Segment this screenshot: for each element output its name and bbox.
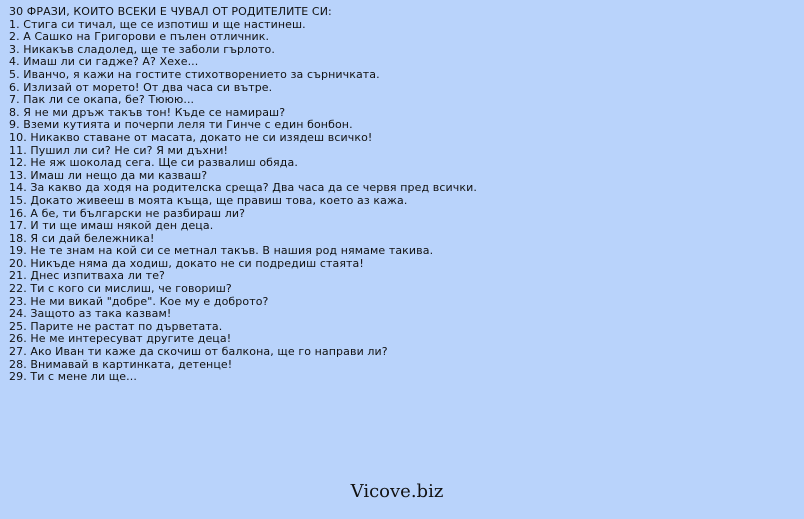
list-item: 1. Стига си тичал, ще се изпотиш и ще настинеш. (9, 17, 306, 31)
list-item: 24. Защото аз така казвам! (9, 307, 172, 321)
list-item: 13. Имаш ли нещо да ми казваш? (9, 168, 208, 182)
page-title: 30 ФРАЗИ, КОИТО ВСЕКИ Е ЧУВАЛ ОТ РОДИТЕЛИТЕ СИ: (9, 5, 332, 18)
list-item: 8. Я не ми дръж такъв тон! Къде се намираш? (9, 105, 286, 119)
list-item: 3. Никакъв сладолед, ще те заболи гърлото. (9, 42, 275, 56)
site-watermark: Vicove.biz (350, 481, 444, 502)
list-item: 4. Имаш ли си гадже? А? Хехе... (9, 55, 199, 69)
list-item: 5. Иванчо, я кажи на гостите стихотворението за сърничката. (9, 67, 380, 81)
list-item: 25. Парите не растат по дърветата. (9, 319, 223, 333)
list-item: 2. А Сашко на Григорови е пълен отличник. (9, 30, 270, 44)
list-item: 15. Докато живееш в моята къща, ще правиш това, което аз кажа. (9, 193, 408, 207)
list-item: 12. Не яж шоколад сега. Ще си развалиш обяда. (9, 156, 298, 170)
list-item: 10. Никакво ставане от масата, докато не си изядеш всичко! (9, 130, 373, 144)
list-item: 18. Я си дай бележника! (9, 231, 155, 245)
list-item: 29. Ти с мене ли ще... (9, 370, 137, 384)
content (9, 6, 795, 384)
list-item: 9. Вземи кутията и почерпи леля ти Гинче с един бонбон. (9, 118, 353, 132)
list-item: 20. Никъде няма да ходиш, докато не си подредиш стаята! (9, 256, 364, 270)
list-item: 16. А бе, ти български не разбираш ли? (9, 206, 246, 220)
list-item: 11. Пушил ли си? Не си? Я ми дъхни! (9, 143, 229, 157)
list-item: 27. Ако Иван ти каже да скочиш от балкона, ще го направи ли? (9, 345, 388, 359)
list-item: 26. Не ме интересуват другите деца! (9, 332, 232, 346)
list-item: 21. Днес изпитваха ли те? (9, 269, 165, 283)
phrase-list (9, 19, 795, 384)
list-item: 14. За какво да ходя на родителска среща? Два часа да се червя пред всички. (9, 181, 477, 195)
list-item: 17. И ти ще имаш някой ден деца. (9, 219, 214, 233)
list-item: 22. Ти с кого си мислиш, че говориш? (9, 282, 232, 296)
list-item: 19. Не те знам на кой си се метнал такъв. В нашия род нямаме такива. (9, 244, 434, 258)
list-item: 7. Пак ли се окапа, бе? Тююю... (9, 93, 195, 107)
list-item: 28. Внимавай в картинката, детенце! (9, 357, 233, 371)
list-item: 6. Излизай от морето! От два часа си вътре. (9, 80, 273, 94)
list-item: 23. Не ми викай "добре". Кое му е доброто? (9, 294, 269, 308)
